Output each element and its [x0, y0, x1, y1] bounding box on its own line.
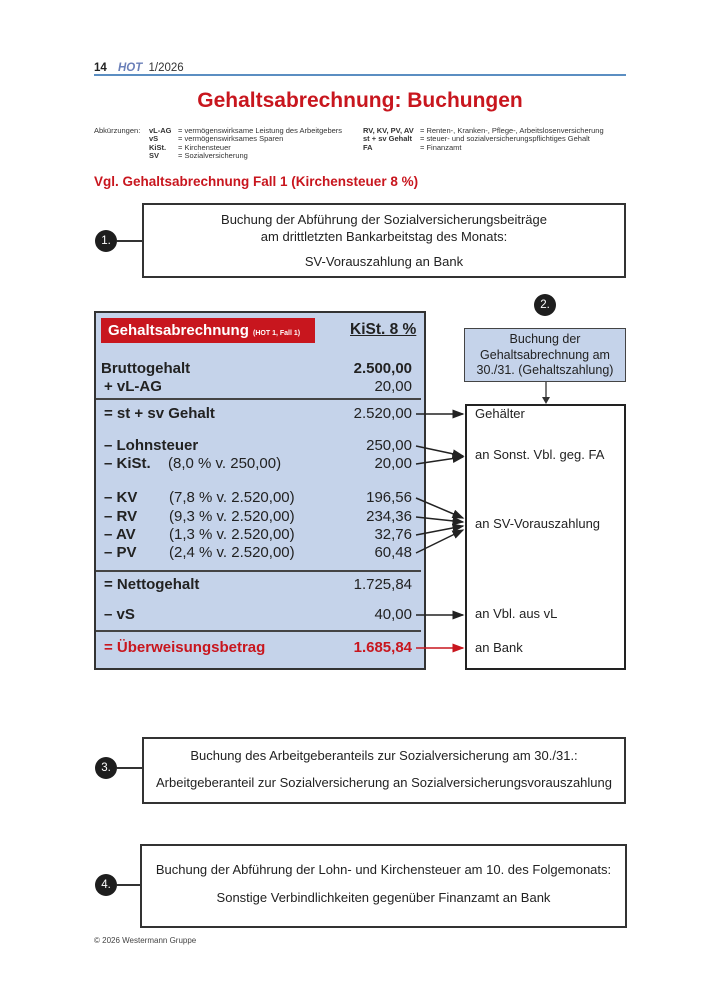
arrow-connectors [410, 400, 470, 660]
column-header: KiSt. 8 % [350, 321, 417, 338]
step-4-booking: Sonstige Verbindlichkeiten gegenüber Finanzamt an Bank [216, 890, 551, 905]
row-stsv-value: 2.520,00 [353, 405, 412, 422]
account-sonst-vbl-fa: an Sonst. Vbl. geg. FA [475, 447, 605, 462]
row-av-note: (1,3 % v. 2.520,00) [169, 526, 295, 543]
copyright-footer: © 2026 Westermann Gruppe [94, 936, 197, 945]
step-3-booking: Arbeitgeberanteil zur Sozialversicherung an Sozialversicherungsvorauszahlung [156, 775, 612, 790]
account-vbl-vl: an Vbl. aus vL [475, 606, 558, 621]
step-3-box [142, 737, 626, 804]
page-number: 14 [94, 62, 107, 74]
row-kist-value: 20,00 [374, 455, 412, 472]
step-3-line1: Buchung des Arbeitgeberanteils zur Sozialversicherung am 30./31.: [190, 748, 578, 763]
row-stsv-label: = st + sv Gehalt [104, 405, 215, 422]
step-2-description-box: Buchung der Gehaltsabrechnung am 30./31. (Gehaltszahlung) [464, 328, 626, 382]
step-4-badge: 4. [95, 874, 117, 896]
step-4-line1: Buchung der Abführung der Lohn- und Kirchensteuer am 10. des Folgemonats: [155, 862, 612, 877]
down-arrow-icon [540, 382, 552, 406]
row-ueberweisung-label: = Überweisungsbetrag [104, 639, 266, 656]
abbreviations-left: vL-AG = vermögenswirksame Leistung des Arbeitgebers vS = vermögenswirksames Sparen KiSt. = Kirchensteuer SV = Sozialversicherung [149, 126, 343, 160]
row-kist-note: (8,0 % v. 250,00) [168, 455, 282, 472]
row-rv-label: – RV [104, 508, 138, 525]
row-rv-value: 234,36 [366, 508, 412, 525]
account-bank: an Bank [475, 640, 523, 655]
account-gehaelter: Gehälter [475, 406, 525, 421]
row-vlag-label: + vL-AG [104, 378, 162, 395]
row-pv-note: (2,4 % v. 2.520,00) [169, 544, 295, 561]
abbreviations-label: Abkürzungen: [94, 126, 141, 135]
divider [96, 630, 421, 632]
calculation-title: Gehaltsabrechnung (HOT 1, Fall 1) [101, 318, 315, 343]
step-1-line2: am drittletzten Bankarbeitstag des Monats: [260, 229, 508, 244]
booking-accounts-box [465, 404, 626, 670]
step-1-badge: 1. [95, 230, 117, 252]
step-4-box [140, 844, 627, 928]
step-2-badge: 2. [534, 294, 556, 316]
row-av-value: 32,76 [374, 526, 412, 543]
row-kv-value: 196,56 [366, 489, 412, 506]
row-kist-label: – KiSt. [104, 455, 151, 472]
step-1-booking: SV-Vorauszahlung an Bank [304, 254, 464, 269]
row-netto-value: 1.725,84 [353, 576, 412, 593]
issue-number: 1/2026 [148, 62, 184, 74]
row-ueberweisung-value: 1.685,84 [353, 639, 412, 656]
row-pv-value: 60,48 [374, 544, 412, 561]
magazine-name: HOT [118, 62, 143, 74]
page-header [94, 62, 184, 74]
row-pv-label: – PV [104, 544, 137, 561]
row-kv-note: (7,8 % v. 2.520,00) [169, 489, 295, 506]
divider [96, 570, 421, 572]
row-kv-label: – KV [104, 489, 138, 506]
row-lohnsteuer-label: – Lohnsteuer [104, 437, 199, 454]
row-vlag-value: 20,00 [374, 378, 412, 395]
row-av-label: – AV [104, 526, 136, 543]
row-brutto-value: 2.500,00 [353, 360, 412, 377]
step-3-badge: 3. [95, 757, 117, 779]
step-3-connector [117, 767, 143, 769]
row-vs-label: – vS [104, 606, 135, 623]
step-1-line1: Buchung der Abführung der Sozialversicherungsbeiträge [221, 212, 547, 227]
step-1-connector [117, 240, 143, 242]
row-netto-label: = Nettogehalt [104, 576, 200, 593]
step-1-box [142, 203, 626, 278]
abbreviations-right: RV, KV, PV, AV = Renten-, Kranken-, Pflege-, Arbeitslosenversicherung st + sv Gehalt = steuer- und sozialversicherungspflichtiges Gehalt FA = Finanzamt [363, 126, 604, 152]
row-brutto-label: Bruttogehalt [101, 360, 191, 377]
section-subtitle: Vgl. Gehaltsabrechnung Fall 1 (Kirchensteuer 8 %) [94, 174, 419, 189]
row-vs-value: 40,00 [374, 606, 412, 623]
page-title: Gehaltsabrechnung: Buchungen [197, 89, 523, 112]
divider [96, 398, 421, 400]
header-divider [94, 74, 626, 76]
row-lohnsteuer-value: 250,00 [366, 437, 412, 454]
account-sv-vorauszahlung: an SV-Vorauszahlung [475, 516, 601, 531]
row-rv-note: (9,3 % v. 2.520,00) [169, 508, 295, 525]
